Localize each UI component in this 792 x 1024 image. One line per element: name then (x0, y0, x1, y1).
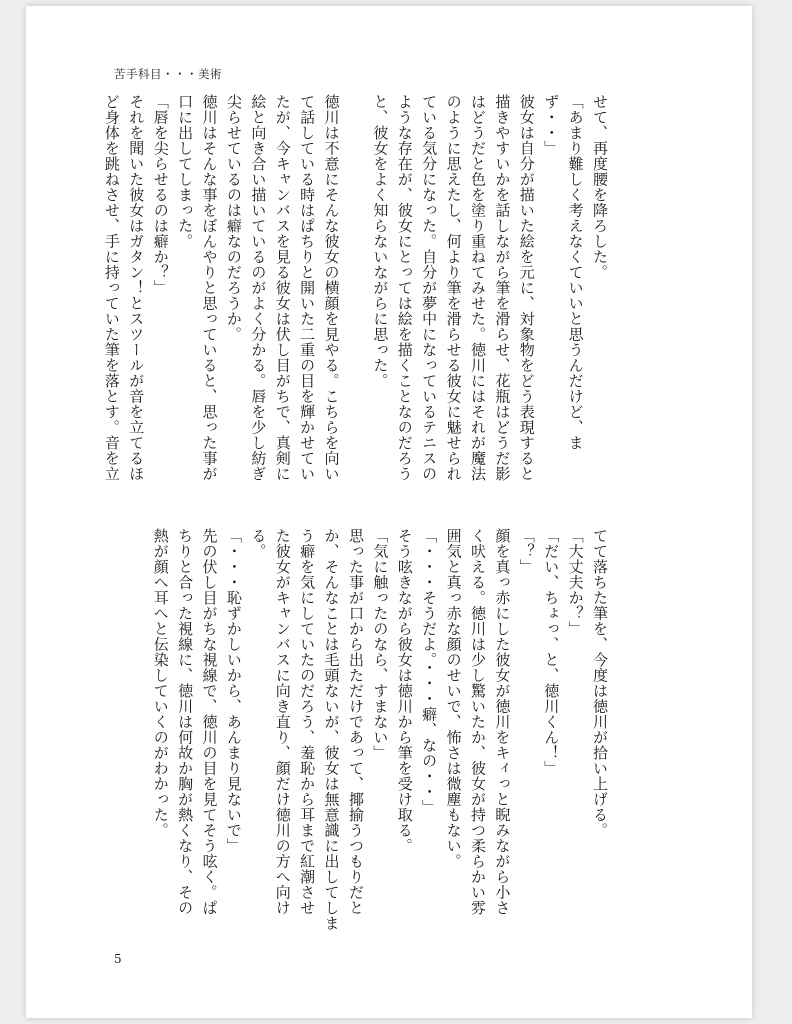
page-number: 5 (114, 952, 122, 966)
text-line: ような存在が、彼女にとっては絵を描くことなのだろう (395, 94, 414, 482)
text-line: 尖らせているのは癖なのだろうか。 (224, 94, 243, 342)
text-line: 「・・・恥ずかしいから、あんまり見ないで」 (224, 528, 243, 854)
text-line: 「あまり難しく考えなくていいと思うんだけど、まず・・」 (542, 94, 585, 451)
text-line: 「だい、ちょっ、と、徳川くん！」 (542, 528, 561, 776)
text-line: 顔を真っ赤にした彼女が徳川をキィっと睨みながら小さ (493, 528, 512, 916)
text-line: る。 (249, 528, 268, 559)
text-line: と、彼女をよく知らないながらに思った。 (371, 94, 390, 389)
text-line: せて、再度腰を降ろした。 (591, 94, 609, 280)
top-text-block (99, 94, 612, 504)
text-line: そう呟きながら彼女は徳川から筆を受け取る。 (395, 528, 414, 854)
text-line: 「大丈夫か？」 (566, 528, 585, 637)
text-line: のように思えたし、何より筆を滑らせる彼女に魅せられ (444, 94, 463, 482)
bottom-text-block (148, 528, 612, 948)
text-line: たが、今キャンバスを見る彼女は伏し目がちで、真剣に (273, 94, 292, 482)
text-line: それを聞いた彼女はガタン！とスツールが音を立てるほ (127, 94, 146, 482)
text-line: う癖を気にしていたのだろう、羞恥から耳まで紅潮させ (298, 528, 317, 916)
text-line: 熱が顔へ耳へと伝染していくのがわかった。 (151, 528, 170, 838)
text-line: てて落ちた筆を、今度は徳川が拾い上げる。 (591, 528, 609, 838)
text-line: く吠える。徳川は少し驚いたか、彼女が持つ柔らかい雰 (468, 528, 487, 916)
running-title: 苦手科目・・・美術 (114, 67, 222, 81)
text-line: 徳川は不意にそんな彼女の横顔を見やる。こちらを向い (322, 94, 341, 482)
text-line: 囲気と真っ赤な顔のせいで、怖さは微塵もない。 (444, 528, 463, 869)
text-line: 口に出してしまった。 (176, 94, 195, 249)
text-line: 徳川はそんな事をぼんやりと思っていると、思った事が (200, 94, 219, 482)
text-line (344, 94, 368, 504)
text-line: た彼女がキャンバスに向き直り、顔だけ徳川の方へ向け (273, 528, 292, 916)
text-line: ている気分になった。自分が夢中になっているテニスの (420, 94, 439, 482)
book-page (26, 6, 752, 1018)
text-line: はどうだと色を塗り重ねてみせた。徳川にはそれが魔法 (468, 94, 487, 482)
text-line: 思った事が口から出ただけであって、揶揄うつもりだと (346, 528, 365, 916)
text-line: 彼女は自分が描いた絵を元に、対象物をどう表現すると (517, 94, 536, 482)
text-line: 「・・・そうだよ。・・・癖、なの・・」 (420, 528, 439, 815)
text-line: ど身体を跳ねさせ、手に持っていた筆を落とす。音を立 (102, 94, 121, 482)
text-line: 「気に触ったのなら、すまない」 (371, 528, 390, 761)
text-line: て話している時はぱちりと開いた二重の目を輝かせてい (298, 94, 317, 482)
text-line: 先の伏し目がちな視線で、徳川の目を見てそう呟く。ぱ (200, 528, 219, 916)
text-line: ちりと合った視線に、徳川は何故か胸が熱くなり、その (176, 528, 195, 916)
text-line: 絵と向き合い描いているのがよく分かる。唇を少し紡ぎ (249, 94, 268, 482)
text-line: か、そんなことは毛頭ないが、彼女は無意識に出してしま (322, 528, 341, 931)
text-line: 描きやすいかを話しながら筆を滑らせ、花瓶はどうだ影 (493, 94, 512, 482)
text-line: 「？」 (517, 528, 536, 575)
text-line: 「唇を尖らせるのは癖か？」 (151, 94, 170, 296)
